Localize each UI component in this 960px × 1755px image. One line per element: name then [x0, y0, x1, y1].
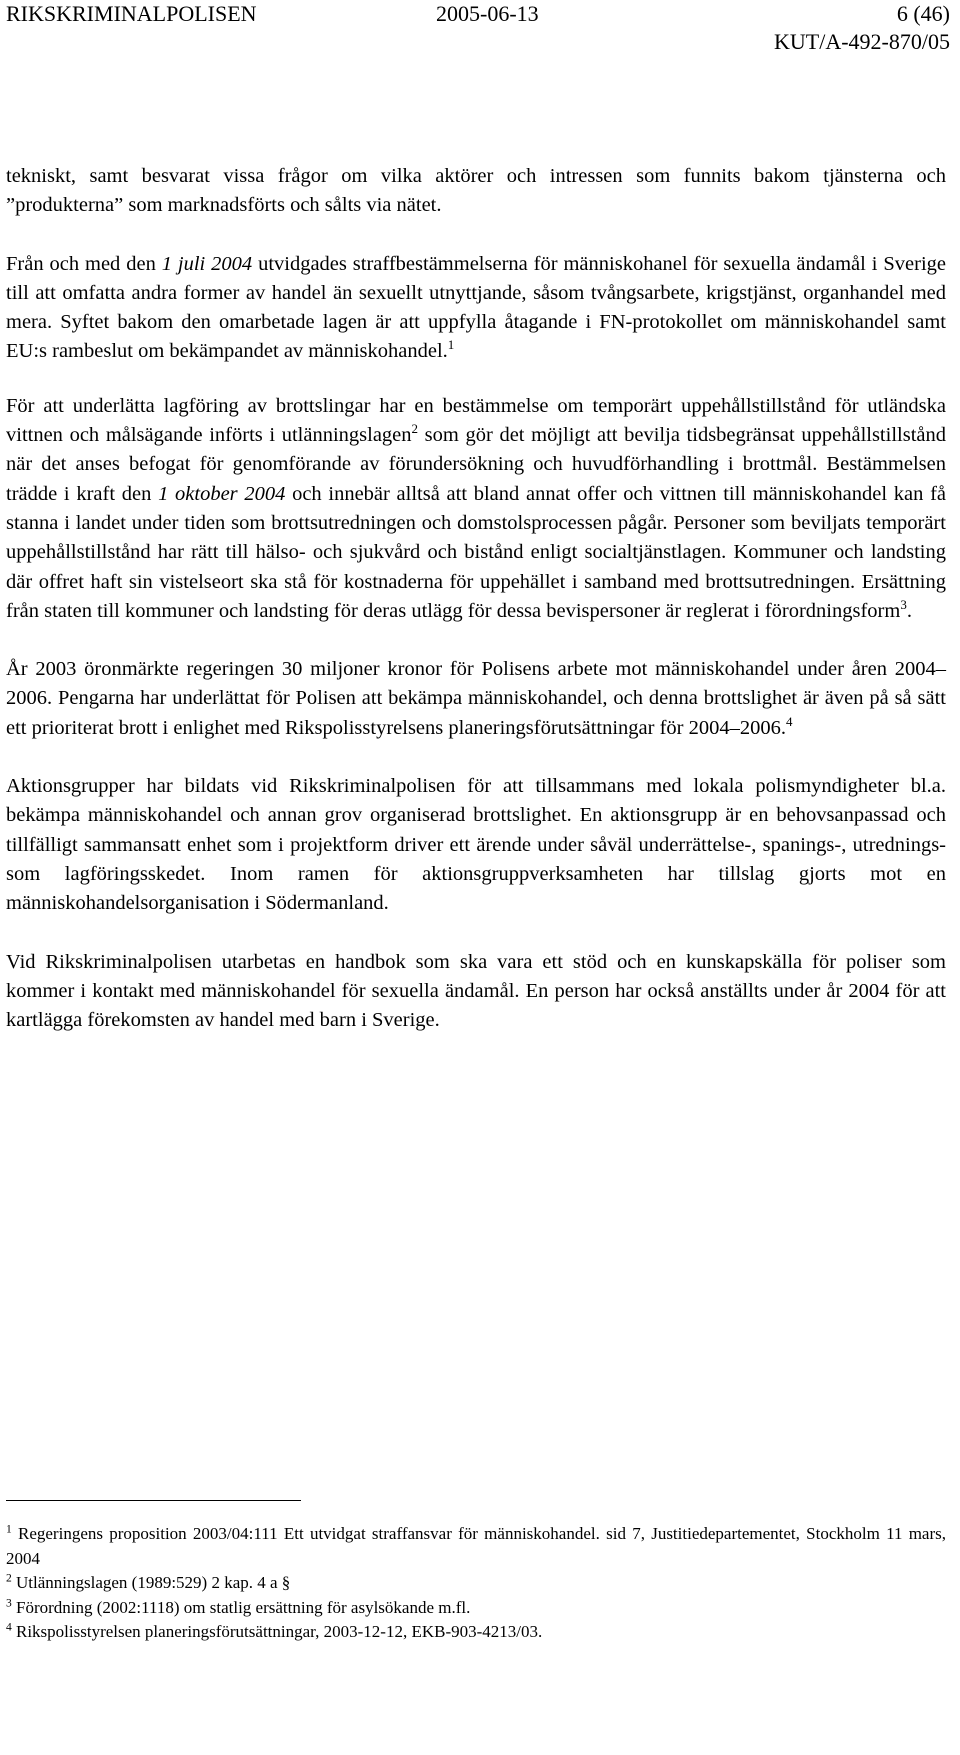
paragraph-5-text: Aktionsgrupper har bildats vid Rikskriminalpolisen för att tillsammans med lokala polismyndigheter bl.a. bekämpa människohandel och annan grov organiserad brottslighet. En aktionsgrupp är en behovsanpassad och tillfälligt sammansatt enhet som i projektform driver ett ärende under såväl underrättelse-, spanings-, utrednings- som lagföringsskedet. Inom ramen för aktionsgruppverksamheten har tillslag gjorts mot en människohandelsorganisation i Södermanland. — [6, 775, 946, 915]
paragraph-4 — [6, 655, 946, 743]
page-header — [6, 0, 950, 58]
paragraph-1-text: tekniskt, samt besvarat vissa frågor om vilka aktörer och intressen som funnits bakom tjänsterna och ”produkterna” som marknadsförts och sålts via nätet. — [6, 165, 946, 217]
footnote-3 — [6, 1596, 946, 1621]
header-reference-row — [6, 28, 950, 58]
footnote-2-number: 2 — [6, 1572, 12, 1585]
paragraph-2 — [6, 250, 946, 367]
paragraph-4-text: År 2003 öronmärkte regeringen 30 miljoner kronor för Polisens arbete mot människohandel under åren 2004–2006. Pengarna har underlättat för Polisen att bekämpa människohandel, och denna brottslighet är även på så sätt ett prioriterat brott i enlighet med Rikspolisstyrelsens planeringsförutsättningar för 2004–2006. — [6, 658, 946, 739]
footnote-4-text: Rikspolisstyrelsen planeringsförutsättningar, 2003-12-12, EKB-903-4213/03. — [11, 1622, 543, 1641]
footnote-4 — [6, 1620, 946, 1645]
paragraph-6 — [6, 948, 946, 1036]
footnote-3-number: 3 — [6, 1596, 12, 1609]
footnote-ref-4: 4 — [786, 713, 793, 729]
footnote-ref-3: 3 — [900, 597, 907, 613]
paragraph-1 — [6, 162, 946, 221]
paragraph-2-text-a: Från och med den — [6, 252, 162, 275]
footnotes-section — [6, 1500, 946, 1645]
footnote-2 — [6, 1571, 946, 1596]
footnote-3-text: Förordning (2002:1118) om statlig ersättning för asylsökande m.fl. — [11, 1597, 471, 1617]
paragraph-5 — [6, 772, 946, 918]
footnote-4-number: 4 — [6, 1621, 12, 1634]
paragraph-3-date: 1 oktober 2004 — [158, 482, 286, 505]
footnote-ref-1: 1 — [447, 337, 455, 353]
footnote-2-text: Utlänningslagen (1989:529) 2 kap. 4 a § — [11, 1573, 291, 1592]
header-top-row — [6, 0, 950, 28]
paragraph-3-text-a: För att underlätta lagföring av brottslingar har en bestämmelse om temporärt uppehållstillstånd för utländska vittnen och målsägande införts i utlänningslagen — [6, 394, 946, 447]
footnote-divider — [6, 1500, 301, 1501]
header-organization: RIKSKRIMINALPOLISEN — [6, 1, 257, 26]
paragraph-3-text-c: och innebär alltså att bland annat offer och vittnen till människohandel kan få stanna i landet under tiden som brottsutredningen och domstolsprocessen pågår. Personer som beviljats temporärt uppehållstillstånd har rätt till hälso- och sjukvård och bistånd enligt socialtjänstlagen. Kommuner och landsting där offret haft sin vistelseort ska stå för kostnaderna för uppehället i samband med brottsutredningen. Ersättning från staten till kommuner och landsting för deras utlägg för dessa bevispersoner är reglerat i förordningsform — [6, 482, 947, 622]
header-date: 2005-06-13 — [436, 1, 539, 26]
header-page-number: 6 (46) — [896, 1, 950, 26]
footnote-1-text: Regeringens proposition 2003/04:111 Ett utvidgat straffansvar för människohandel. sid 7, Justitiedepartementet, Stockholm 11 mars, 2004 — [6, 1524, 946, 1568]
header-reference: KUT/A-492-870/05 — [774, 29, 950, 54]
footnote-1-number: 1 — [6, 1523, 12, 1536]
footnote-1 — [6, 1522, 946, 1571]
paragraph-2-text-b: utvidgades straffbestämmelserna för människohanel för sexuella ändamål i Sverige till att omfatta andra former av handel än sexuellt utnyttjande, såsom tvångsarbete, krigstjänst, organhandel med mera. Syftet bakom den omarbetade lagen är att uppfylla åtagande i FN-protokollet om människohandel samt EU:s rambeslut om bekämpandet av människohandel. — [6, 252, 946, 363]
paragraph-6-text: Vid Rikskriminalpolisen utarbetas en handbok som ska vara ett stöd och en kunskapskälla för poliser som kommer i kontakt med människohandel för sexuella ändamål. En person har också anställts under år 2004 för att kartlägga förekomsten av handel med barn i Sverige. — [6, 950, 946, 1032]
paragraph-2-date: 1 juli 2004 — [161, 252, 253, 275]
paragraph-3 — [6, 392, 946, 626]
paragraph-3-text-d: . — [906, 599, 912, 622]
paragraph-3-text-b: som gör det möjligt att bevilja tidsbegränsat uppehållstillstånd när det anses befogat för genomförande av förundersökning och huvudförhandling i brottmål. Bestämmelsen trädde i kraft den — [6, 424, 946, 505]
document-body — [6, 162, 946, 1035]
footnote-ref-2: 2 — [411, 421, 419, 437]
